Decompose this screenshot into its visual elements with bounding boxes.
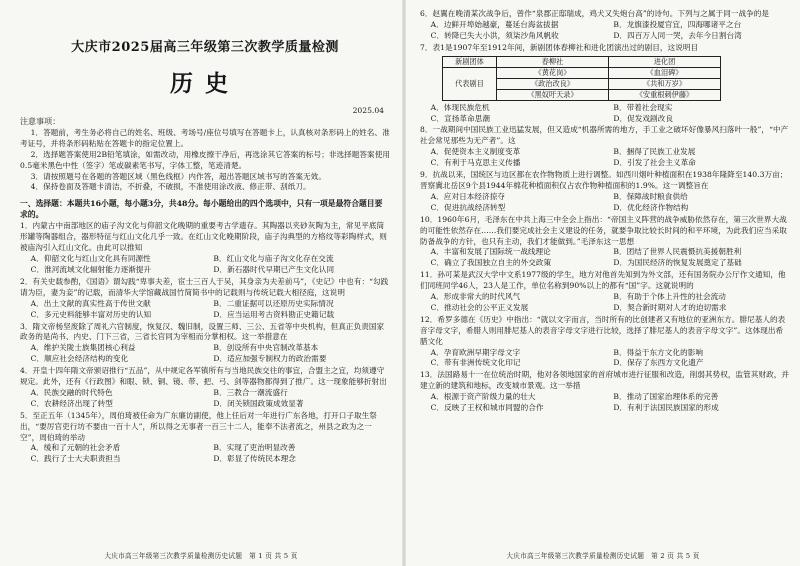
- table-cell: 《安重根刺伊藤》: [609, 89, 721, 100]
- answer-options: [420, 247, 790, 269]
- exam-title: 大庆市2025届高三年级第三次教学质量检测: [71, 40, 339, 55]
- notice-item: 4．保持卷面及答题卡清洁，不折叠，不破损，不准使用涂改液、修正带、刮纸刀。: [30, 182, 311, 192]
- answer-option: A．体现民族危机: [430, 102, 490, 112]
- answer-option: C．宣扬革命思潮: [430, 113, 490, 123]
- question-stem: 2．有关史载参酌，《国语》谓勾践“卑事夫差，宦士三百人于吴，其身亲为夫差前马”，《史记》中也有：“勾践请为臣，妻为妾”的记载，而清华大学馆藏战国竹简简书中的记载则与传统记载大相径庭，这说明: [20, 276, 389, 297]
- answer-option: A．出土文献的真实性高于传世文献: [30, 298, 151, 308]
- question-list-page-1: [20, 221, 390, 465]
- answer-option: A．形成非常大的时代风气: [430, 292, 521, 302]
- answer-options: [20, 343, 390, 365]
- notice-heading: 注意事项：: [20, 117, 61, 126]
- question-q4: [20, 366, 390, 410]
- question-list-page-2: [420, 9, 790, 414]
- answer-option: B．二重证据可以还原历史实际情况: [213, 298, 334, 308]
- answer-option: B．带着社会现实: [613, 102, 673, 112]
- answer-option: B．保障战时粮食供给: [613, 191, 688, 201]
- answer-option: C．促进抗战经济转型: [430, 202, 506, 212]
- drama-table: [442, 56, 721, 101]
- notice-item: 2．选择题答案使用2B铅笔填涂，如需改动，用橡皮擦干净后，再选涂其它答案的标号；非选择题答案使用0.5毫米黑色中性（签字）笔或碳素笔书写，字体工整，笔迹清楚。: [20, 149, 390, 170]
- table-cell: 《共和万岁》: [609, 78, 721, 89]
- question-stem: 8．一战期间中国民族工业迅猛发展，但又造成“机器所需的地方，手工业之破坏好像暴风扫落叶一般”，“中产社会常见那些为无产者”。这: [420, 125, 789, 146]
- question-q10: [420, 215, 790, 270]
- question-q1: [20, 221, 390, 276]
- table-cell: 《黄花岗》: [497, 67, 609, 78]
- question-q3: [20, 322, 390, 366]
- table-row: [443, 67, 721, 78]
- answer-option: B．得益于东方文化的影响: [613, 347, 704, 357]
- answer-option: D．有利于法国民族国家的形成: [613, 403, 719, 413]
- answer-options: [420, 392, 790, 414]
- answer-option: B．三教合一潮流盛行: [213, 387, 288, 397]
- answer-option: A．促使资本主义制度变革: [430, 147, 521, 157]
- answer-option: B．推动了国家治理体系的完善: [613, 392, 719, 402]
- answer-option: D．保存了东西方文化遗产: [613, 358, 704, 368]
- answer-options: [420, 147, 790, 169]
- answer-option: D．契合新时期对人才的迫切需求: [613, 302, 727, 312]
- subject-title: 历史: [170, 70, 240, 97]
- answer-options: [420, 292, 790, 314]
- answer-option: C．反映了王权和城市同盟的合作: [430, 403, 544, 413]
- table-row-label: 代表剧目: [443, 67, 497, 100]
- answer-option: B．创设所有中央官制改革基本: [213, 343, 319, 353]
- question-stem: 13．法国路易十一在位统治时期，他对各领地国家的首府城市进行征服和改造，削弱其势权，监管其财政，并建立新的建筑和地标，改变城市景观。这一举措: [420, 370, 790, 391]
- answer-option: A．边鲜开埠始越豪，蔓延台海盆拔据: [430, 19, 559, 29]
- question-q13: [420, 370, 790, 414]
- question-q12: [420, 315, 790, 370]
- question-stem: 9．抗战以来，国统区与边区都在农作物物质上进行调整。如西川烟叶种植面积在1938年隆降至140.3万亩；晋察冀北岳区9个县1944年棉花种植面积仅占农作物种植面积的1.9%。这一调整旨在: [420, 170, 788, 190]
- page-footer: 大庆市高三年级第三次教学质量检测历史试题 第 1 页 共 5 页: [104, 552, 298, 560]
- answer-option: C．带有非洲传统文化印记: [430, 358, 521, 368]
- question-stem: 10．1960年6月，毛泽东在中共上海三中全会上指出：“帝国主义阵营的战争威胁依然存在，第三次世界大战的可能性依然存在……我们要完成社会主义建设的任务，就要争取比较长时间的和平环境，为此我们应当采取防备战争的方针，也只有主动，我们才能做到。”毛泽东这一思想: [420, 214, 787, 246]
- answer-option: D．促发戏剧改良: [613, 113, 673, 123]
- question-q6: [420, 9, 790, 42]
- question-q7: [420, 43, 790, 125]
- question-stem: 1．内蒙古中南部地区的庙子沟文化与仰韶文化晚期的重要考古学遗存。其陶器以夹砂灰陶为主，常见平底筒形罐等陶器组合，器形特征与红山文化几乎一致。在红山文化晚期阶段，庙子沟典型的方格纹等彩陶样式，则被庙沟引入红山文化。由此可以推知: [20, 221, 387, 253]
- answer-option: D．应当运用考古资料勘正史籍记载: [213, 309, 335, 319]
- question-q9: [420, 170, 790, 214]
- answer-option: C．确立了我国独立自主的外交政策: [430, 258, 552, 268]
- answer-option: D．闭关锁国政策成效显著: [213, 398, 304, 408]
- page-footer: 大庆市高三年级第三次教学质量检测历史试题 第 2 页 共 5 页: [506, 552, 700, 560]
- question-stem: 5．至正五年（1345年），周伯琦被任命为广东廉访副使，他上任后对一年进行广东各地，打开口子取生祭出，“要厉官吏行坊不要由一百十人”，所以得之无事者一百三十二人，能奉不法者流之，州县之政为之一空”，周伯琦的举动: [20, 410, 377, 442]
- answer-option: A．仰韶文化与红山文化具有同源性: [30, 254, 151, 264]
- notice-item: 3．请按照题号在各题的答题区域（黑色线框）内作答，超出答题区域书写的答案无效。: [30, 171, 326, 181]
- question-stem: 4．开皇十四年隋文帝颁诏推行“五品”，从中规定各军镇所有与当地民族交往的事宜，合盟主之宜，均须遵守规定。此外，还有《行政图》和眼、锁、铜、镜、带、把、弓、剑等器物都得到了推广。这一现象能够折射出: [20, 366, 387, 387]
- answer-option: B．实现了吏治明显改善: [213, 443, 296, 453]
- answer-options: [20, 299, 390, 321]
- table-header-cell: 新剧团体: [443, 56, 497, 67]
- question-stem: 7．表1是1907年至1912年间，新剧团体春柳社和进化团演出过的剧目，这说明目: [420, 42, 699, 52]
- answer-option: C．农耕经济出现了转型: [30, 398, 113, 408]
- section-heading: 一、选择题：本题共16小题，每小题3分，共48分。每小题给出的四个选项中，只有一项是最符合题目要求的。: [20, 199, 383, 220]
- answer-option: A．丰富和发展了国际统一战线理论: [430, 247, 551, 257]
- answer-option: B．捆得了民族工业发展: [613, 147, 696, 157]
- answer-option: D．彰显了传统民本理念: [213, 454, 296, 464]
- answer-option: A．民族交融的时代特色: [30, 387, 113, 397]
- answer-option: D．适应加强专制权力的政治需要: [213, 354, 327, 364]
- question-q8: [420, 125, 790, 169]
- exam-date: 2025.04: [352, 106, 384, 115]
- answer-option: D．为国民经济的恢复发展奠定了基础: [613, 258, 742, 268]
- answer-option: C．有利于马克思主义传播: [430, 158, 521, 168]
- answer-option: A．根源于资产阶级力量的壮大: [430, 392, 536, 402]
- notice-item: 1．答题前，考生务必将自己的姓名、班级、考场号/座位号填写在答题卡上，认真核对条形码上的姓名、准考证号，并将条形码粘贴在答题卡的指定位置上。: [20, 127, 390, 148]
- table-cell: 《血泪碑》: [609, 67, 721, 78]
- answer-options: [20, 388, 390, 410]
- answer-option: B．有助于个体上升性的社会流动: [613, 292, 726, 302]
- question-stem: 3．隋文帝杨坚废除了周礼六官制度，恢复汉、魏旧制，设置三师、三公、五省等中央机构，但真正负责国家政务的是尚书、内史、门下三省，三省长官同为宰相而分掌相权。这一举措意在: [20, 321, 385, 342]
- answer-option: C．多元史料能够丰富对历史的认知: [30, 309, 152, 319]
- answer-option: A．孕育欧洲早期字母文字: [430, 347, 521, 357]
- page-2: [406, 0, 800, 566]
- answer-options: [20, 443, 390, 465]
- answer-option: D．引发了社会主义革命: [613, 158, 696, 168]
- answer-options: [20, 254, 390, 276]
- question-stem: 6．赵翼在晚清某次战争后，曾作“泉郡正邸瑞成，鸡犬又失炮台高”的诗句。下列与之属于同一战争的是: [420, 9, 770, 18]
- answer-option: C．践行了士大夫职责担当: [30, 454, 121, 464]
- question-stem: 11．孙可某是武汉大学中文系1977级的学生，地方对他首先知到为外文部，还有国务院办公厅作文通知，他们同班同学46人，23人是工作，单位名称到90%以上的都有“国”字。这就说明的: [420, 270, 786, 291]
- answer-option: B．团结了世界人民震慑抗美援朝胜利: [613, 247, 742, 257]
- answer-option: D．优化经济作物结构: [613, 202, 689, 212]
- answer-option: A．缓和了元朝的社会矛盾: [30, 443, 121, 453]
- answer-option: B．龙旗漆投厦官宜，四海哪诸平之台: [613, 19, 742, 29]
- answer-option: C．推动社会的公平正义发展: [430, 302, 529, 312]
- question-q5: [20, 411, 390, 466]
- table-cell: 《黑奴吁天录》: [497, 89, 609, 100]
- answer-option: A．应对日本经济掠夺: [430, 191, 505, 201]
- answer-option: D．四百万人同一哭，去年今日割台湾: [613, 30, 742, 40]
- answer-options: [420, 192, 790, 214]
- answer-options: [420, 20, 790, 42]
- answer-option: A．维护关陇士族集团核心利益: [30, 343, 136, 353]
- table-cell: 《政治改良》: [497, 78, 609, 89]
- answer-option: B．红山文化与庙子沟文化存在交流: [213, 254, 334, 264]
- answer-options: [420, 103, 790, 125]
- table-header-cell: 进化团: [609, 56, 721, 67]
- answer-options: [420, 348, 790, 370]
- answer-option: D．新石器时代早期已产生文化认同: [213, 264, 335, 274]
- answer-option: C．顺应社会经济结构的变化: [30, 354, 129, 364]
- table-header-cell: 春柳社: [497, 56, 609, 67]
- question-q2: [20, 277, 390, 321]
- answer-option: C．淮河流域文化辐射能力逐渐提升: [30, 264, 152, 274]
- question-stem: 12．希罗多德在《历史》中指出：“就以文字而言，当时所有的比创建者又有地位的亚洲东方。腓尼基人的表音字母文字，希腊人则用腓尼基人的表音字母文字进行比较，选择了腓尼基人的表音字母文字”。这体现出希腊文化: [420, 314, 786, 346]
- question-q11: [420, 270, 790, 314]
- answer-option: C．转降已失大小洪，须柒沙角风帆收: [430, 30, 559, 40]
